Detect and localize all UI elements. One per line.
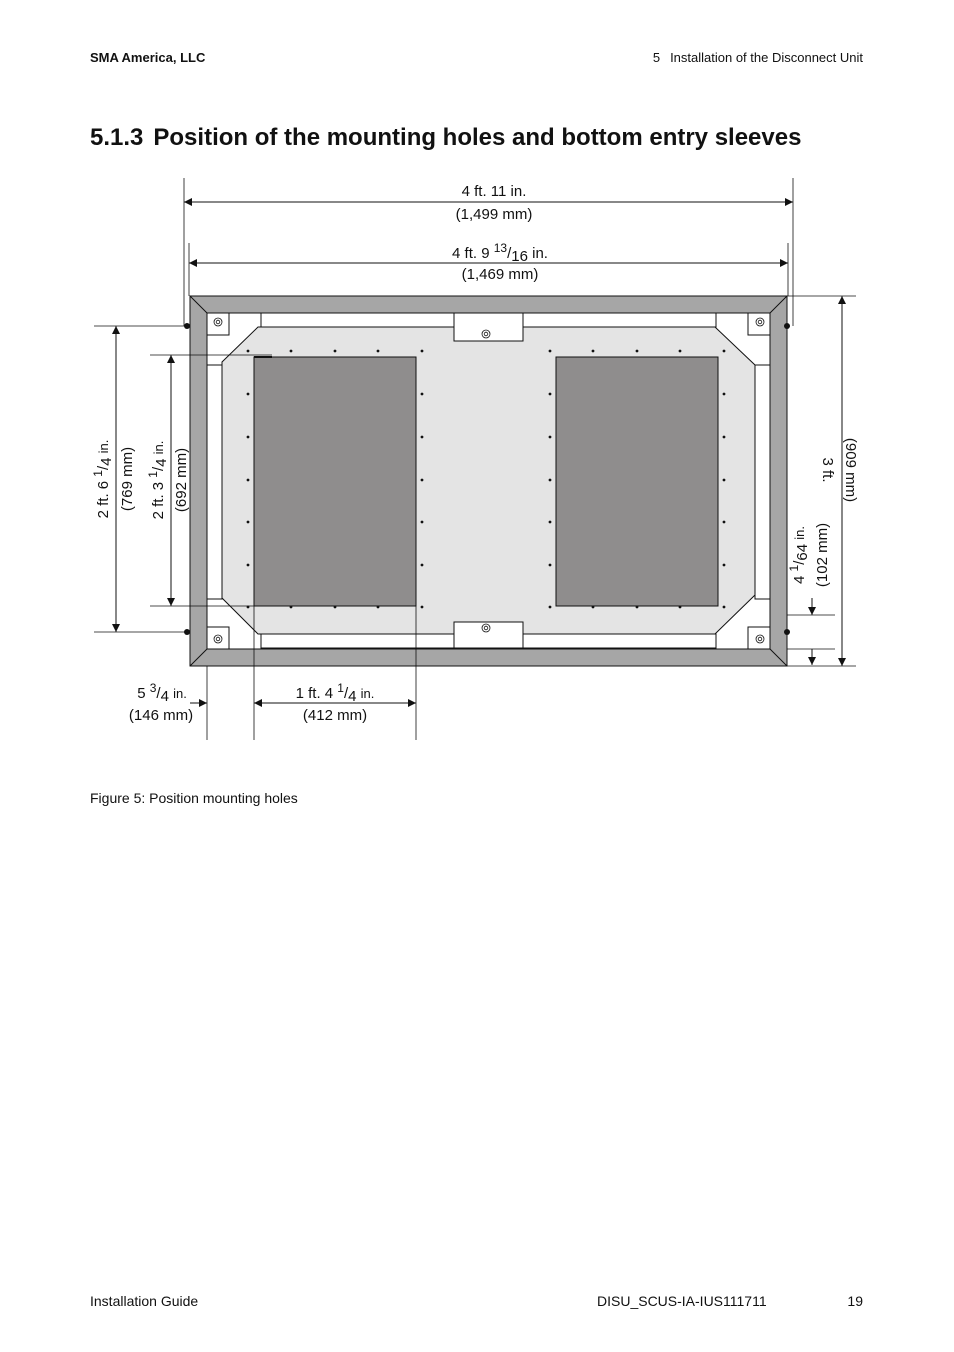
inner-height-imperial: 2 ft. 3 $^1$/4 in. (146, 440, 170, 520)
total-height-imperial: 3 ft. (819, 457, 836, 483)
chapter-number: 5 (652, 50, 661, 65)
figure-caption: Figure 5: Position mounting holes (90, 790, 298, 806)
entry-sleeve-left (254, 357, 416, 606)
corner-plate-bl (207, 627, 229, 649)
company-name: SMA America, LLC (90, 50, 206, 65)
total-height-metric: (909 mm) (842, 437, 859, 503)
edge-offset-metric: (102 mm) (814, 522, 831, 588)
outer-height-metric: (769 mm) (119, 446, 136, 512)
edge-offset-imperial: 4 $^1$/64 in. (787, 526, 811, 584)
sleeve-offset-imperial: 5 $^3$/4 in. (137, 681, 187, 705)
section-number: 5.1.3 (90, 124, 144, 151)
inner-height-metric: (692 mm) (173, 447, 190, 513)
overall-width-metric: (1,499 mm) (455, 206, 533, 223)
overall-width-imperial: 4 ft. 11 in. (461, 183, 527, 200)
right-rail (755, 365, 770, 599)
chapter-title: Installation of the Disconnect Unit (670, 50, 863, 65)
inner-width-metric: (1,469 mm) (461, 266, 539, 283)
left-rail (207, 365, 222, 599)
page-number: 19 (847, 1293, 863, 1309)
bottom-bracket (454, 622, 523, 648)
enclosure-drawing (190, 296, 787, 666)
footer-document-id: DISU_SCUS-IA-IUS111711 (597, 1293, 767, 1309)
footer-document-type: Installation Guide (90, 1293, 199, 1309)
entry-sleeve-right (556, 357, 718, 606)
section-title-text: Position of the mounting holes and bottom entry sleeves (153, 124, 802, 151)
inner-width-imperial: 4 ft. 9 $^{13}$/16 in. (452, 241, 548, 265)
sleeve-width-imperial: 1 ft. 4 $^1$/4 in. (295, 681, 375, 705)
corner-plate-tr (748, 313, 770, 335)
outer-height-imperial: 2 ft. 6 $^1$/4 in. (91, 439, 115, 519)
sleeve-width-metric: (412 mm) (302, 707, 368, 724)
sleeve-offset-metric: (146 mm) (128, 707, 194, 724)
